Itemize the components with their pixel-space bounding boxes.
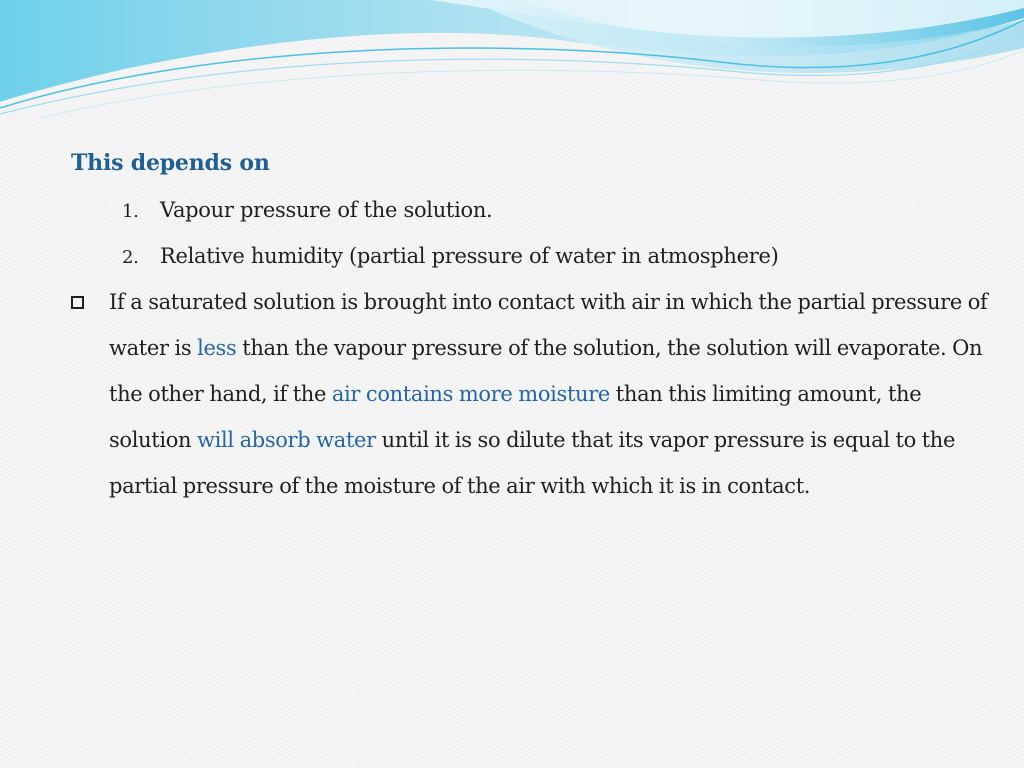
checkbox-bullet-icon <box>71 296 84 309</box>
highlight-absorb-water: will absorb water <box>197 428 376 452</box>
slide-heading: This depends on <box>71 150 270 176</box>
list-item-text: Relative humidity (partial pressure of water in atmosphere) <box>160 244 779 268</box>
bullet-paragraph <box>71 289 1001 509</box>
highlight-air-moisture: air contains more moisture <box>331 382 610 406</box>
list-number: 2. <box>122 247 139 268</box>
highlight-less: less <box>197 336 237 360</box>
bullet-text-part: until it is so dilute that its vapor pressure is equal to the partial pressure of the moisture of the air with which it is in contact. <box>109 428 956 498</box>
numbered-list-item <box>122 244 779 268</box>
numbered-list-item <box>122 198 492 222</box>
bullet-text-part: than this limiting amount, the solution <box>109 382 922 452</box>
bullet-text <box>109 279 1001 509</box>
list-number: 1. <box>122 201 139 222</box>
bullet-text-part: than the vapour pressure of the solution, the solution will evaporate. On the other hand, if the <box>109 336 983 406</box>
bullet-text-part: If a saturated solution is brought into contact with air in which the partial pressure of water is <box>109 290 988 360</box>
list-item-text: Vapour pressure of the solution. <box>160 198 493 222</box>
